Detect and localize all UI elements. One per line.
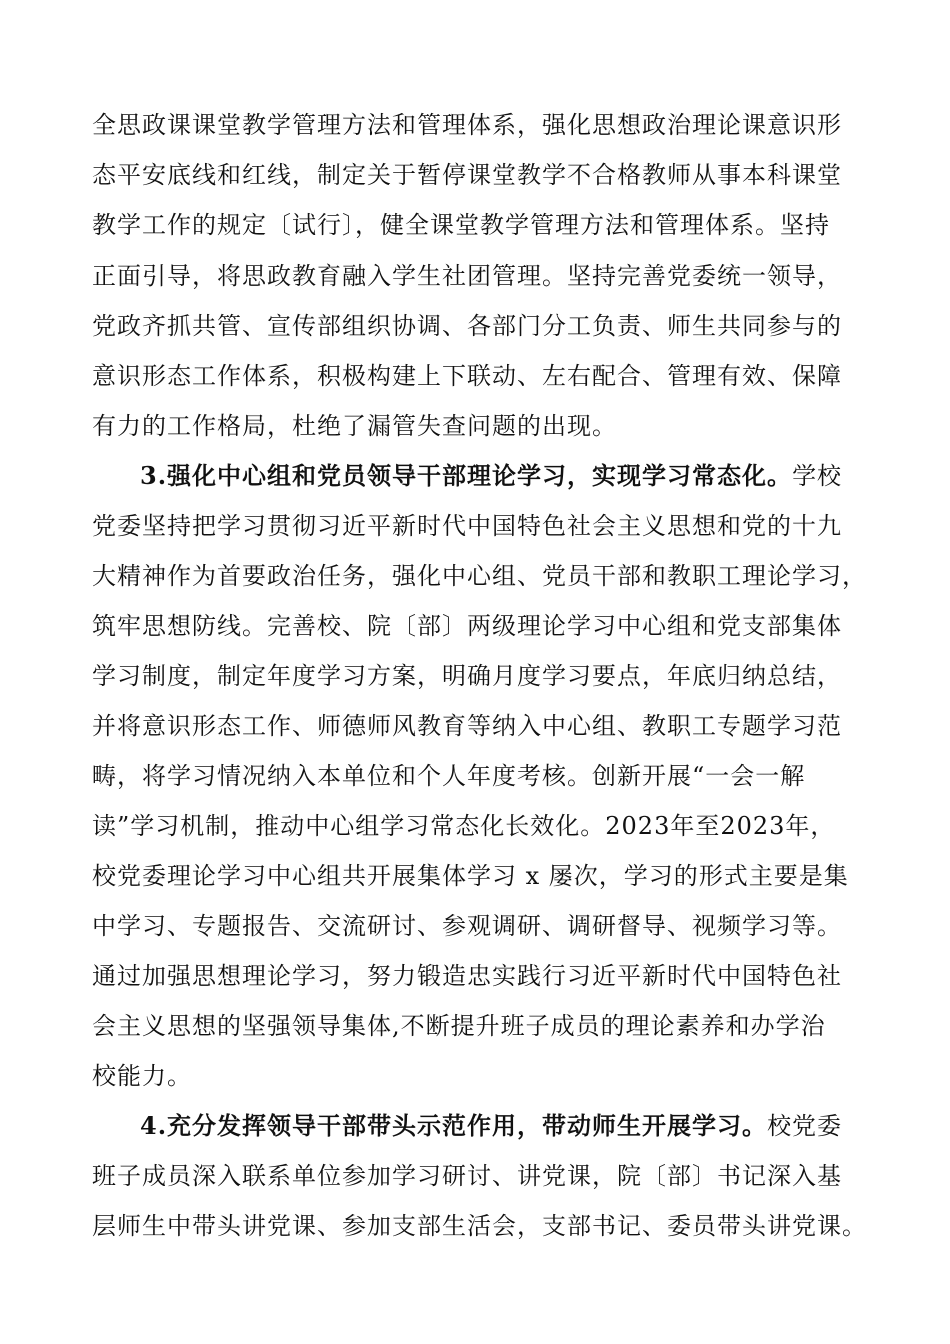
text-line: 党政齐抓共管、宣传部组织协调、各部门分工负责、师生共同参与的 (92, 312, 842, 340)
text-line: 班子成员深入联系单位参加学习研讨、讲党课，院〔部〕书记深入基 (92, 1162, 842, 1190)
text-line: 有力的工作格局，杜绝了漏管失查问题的出现。 (92, 412, 617, 440)
text-line: 读”学习机制，推动中心组学习常态化长效化。2023年至2023年， (92, 812, 836, 840)
text-line: 会主义思想的坚强领导集体,不断提升班子成员的理论素养和办学治 (92, 1012, 826, 1040)
section-heading: 3.强化中心组和党员领导干部理论学习，实现学习常态化。 (140, 461, 793, 490)
text-line: 校党委理论学习中心组共开展集体学习 x 屡次，学习的形式主要是集 (92, 862, 849, 890)
text-line: 全思政课课堂教学管理方法和管理体系，强化思想政治理论课意识形 (92, 111, 842, 139)
text-line: 通过加强思想理论学习，努力锻造忠实践行习近平新时代中国特色社 (92, 962, 842, 990)
text-line: 层师生中带头讲党课、参加支部生活会，支部书记、委员带头讲党课。 (92, 1212, 867, 1240)
text-line: 中学习、专题报告、交流研讨、参观调研、调研督导、视频学习等。 (92, 912, 842, 940)
paragraph-first-line (140, 1111, 842, 1141)
text-span: 校党委 (767, 1112, 843, 1140)
text-line: 态平安底线和红线，制定关于暂停课堂教学不合格教师从事本科课堂 (92, 161, 842, 189)
text-line: 正面引导，将思政教育融入学生社团管理。坚持完善党委统一领导， (92, 262, 842, 290)
text-line: 学习制度，制定年度学习方案，明确月度学习要点，年底归纳总结， (92, 662, 842, 690)
text-line: 畴，将学习情况纳入本单位和个人年度考核。创新开展“一会一解 (92, 762, 806, 790)
text-line: 并将意识形态工作、师德师风教育等纳入中心组、教职工专题学习范 (92, 712, 842, 740)
text-line: 教学工作的规定〔试行〕，健全课堂教学管理方法和管理体系。坚持 (92, 211, 830, 239)
text-line: 筑牢思想防线。完善校、院〔部〕两级理论学习中心组和党支部集体 (92, 612, 842, 640)
paragraph-first-line (140, 461, 842, 491)
text-line: 党委坚持把学习贯彻习近平新时代中国特色社会主义思想和党的十九 (92, 512, 842, 540)
text-line: 意识形态工作体系，积极构建上下联动、左右配合、管理有效、保障 (92, 362, 842, 390)
text-line: 大精神作为首要政治任务，强化中心组、党员干部和教职工理论学习， (92, 562, 867, 590)
text-line: 校能力。 (92, 1062, 192, 1090)
text-span: 学校 (792, 462, 843, 490)
section-heading: 4.充分发挥领导干部带头示范作用，带动师生开展学习。 (140, 1111, 768, 1140)
